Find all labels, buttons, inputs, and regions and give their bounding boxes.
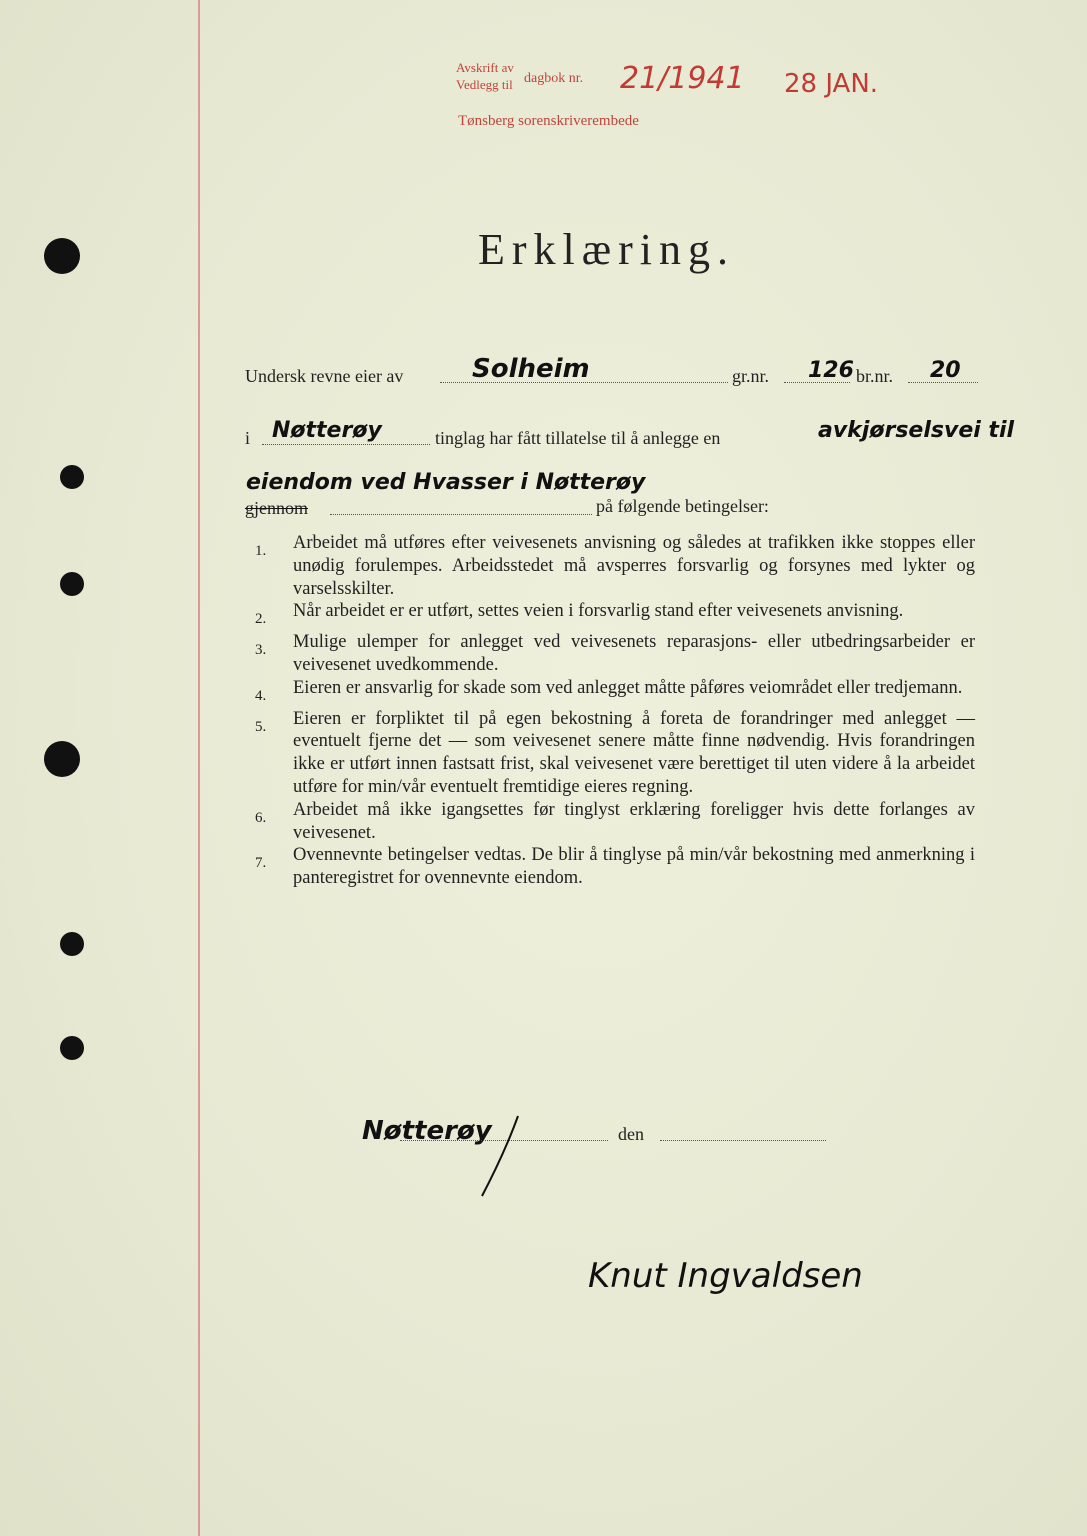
place-value: Nøtterøy <box>272 418 382 443</box>
date-field-line <box>660 1140 826 1141</box>
punch-hole <box>60 1036 84 1060</box>
condition-number: 7. <box>255 855 267 872</box>
brnr-label: br.nr. <box>856 366 894 386</box>
purpose-value-continued: eiendom ved Hvasser i Nøtterøy <box>246 470 646 495</box>
punch-hole <box>44 238 80 274</box>
condition-text: Mulige ulemper for anlegget ved veivesenets reparasjons- eller utbedringsarbeider er veivesenet uvedkommende. <box>293 632 975 675</box>
condition-text: Ovennevnte betingelser vedtas. De blir å tinglyse på min/vår bekostning med anmerkning i panteregistret for ovennevnte eiendom. <box>293 845 975 889</box>
grnr-label: gr.nr. <box>732 366 770 386</box>
condition-item <box>255 532 975 600</box>
stamp-handwritten-number: 21/1941 <box>620 61 745 96</box>
owner-label: Undersk revne eier av <box>245 366 404 386</box>
punch-hole <box>60 572 84 596</box>
pen-stroke <box>470 1112 530 1202</box>
condition-text: Eieren er forpliktet til på egen bekostning å foreta de forandringer med anlegget — eventuelt fjerne det — som veivesenet senere måtte finne nødvendig. Hvis forandringen ikke er utført innen fastsatt frist, skal veivesenet være berettiget til uten videre å la arbeidet utføre for min/vår eventuelt fremtidige eieres regning. <box>293 708 975 797</box>
condition-text: Arbeidet må ikke igangsettes før tinglyst erklæring foreligger hvis dette forlanges av veivesenet. <box>293 799 975 843</box>
conditions-intro: på følgende betingelser: <box>596 496 769 516</box>
stamp-line-avskrift: Avskrift av <box>456 60 514 75</box>
owner-value: Solheim <box>472 354 590 384</box>
purpose-value: avkjørselsvei til <box>818 418 1015 443</box>
i-label: i <box>245 428 251 448</box>
tinglag-text: tinglag har fått tillatelse til å anlegge en <box>435 428 721 448</box>
margin-line <box>198 0 200 1536</box>
condition-item <box>255 631 975 677</box>
punch-hole <box>60 932 84 956</box>
condition-number: 1. <box>255 543 267 559</box>
punch-hole <box>60 465 84 489</box>
condition-number: 4. <box>255 687 267 704</box>
stamp-line-vedlegg: Vedlegg til <box>456 77 513 92</box>
condition-item <box>255 799 975 845</box>
signature: Knut Ingvaldsen <box>588 1256 863 1296</box>
conditions-list <box>255 532 975 890</box>
punch-hole <box>44 741 80 777</box>
stamp-date: 28 JAN. <box>784 69 879 99</box>
condition-text: Arbeidet må utføres efter veivesenets anvisning og således at trafikken ikke stoppes eller unødig forulempes. Arbeidsstedet må avsperres forsvarlig og forsynes med lykter og varselsskilter. <box>293 533 975 599</box>
grnr-value: 126 <box>808 358 854 383</box>
condition-text: Når arbeidet er er utført, settes veien i forsvarlig stand efter veivesenets anvisning. <box>293 601 904 622</box>
condition-text: Eieren er ansvarlig for skade som ved anlegget måtte påføres veiområdet eller tredjemann. <box>293 677 963 698</box>
condition-number: 2. <box>255 611 267 628</box>
signing-place-value: Nøtterøy <box>362 1116 492 1146</box>
condition-number: 3. <box>255 642 267 659</box>
condition-number: 5. <box>255 718 267 735</box>
gjennom-label: gjennom <box>245 498 308 518</box>
gjennom-field-line <box>330 514 592 515</box>
condition-item <box>255 708 975 799</box>
brnr-value: 20 <box>930 358 961 383</box>
stamp-line-dagbok: dagbok nr. <box>524 71 584 86</box>
den-label: den <box>618 1124 644 1144</box>
condition-item <box>255 600 975 631</box>
document-title: Erklæring. <box>478 225 735 274</box>
condition-item <box>255 677 975 708</box>
stamp-office: Tønsberg sorenskriverembede <box>458 113 639 129</box>
registry-stamp <box>456 55 906 145</box>
condition-item <box>255 844 975 890</box>
place-field-line <box>262 444 430 445</box>
condition-number: 6. <box>255 809 267 826</box>
